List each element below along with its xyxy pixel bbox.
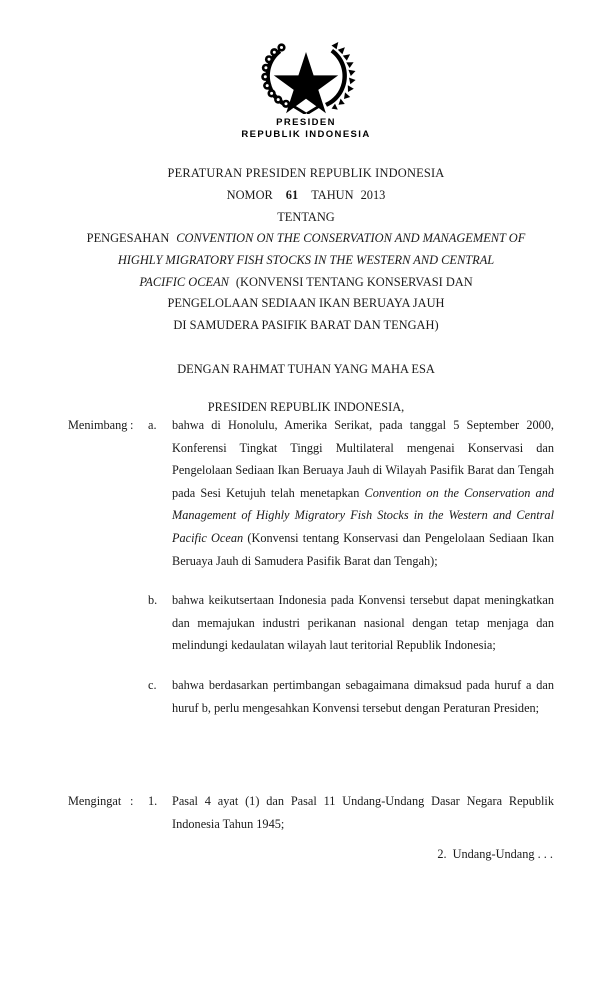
convention-title-line-3 [46,272,566,294]
tentang-label: TENTANG [277,209,335,224]
convention-id-line-3: (KONVENSI TENTANG KONSERVASI DAN [235,274,473,289]
convention-en-line-3: PACIFIC OCEAN [139,274,229,289]
mengingat-colon: : [130,794,134,808]
convention-en-line-2: HIGHLY MIGRATORY FISH STOCKS IN THE WESTERN AND CENTRAL [117,252,495,267]
menimbang-marker-a: a. [148,418,157,432]
menimbang-text-a [172,414,554,572]
menimbang-label: Menimbang [68,418,128,432]
menimbang-item-c [68,674,554,719]
convention-title-line-2 [46,250,566,272]
nomor-value: 61 [285,187,299,202]
opening-block [56,358,556,418]
menimbang-item-b [68,589,554,657]
menimbang-text-b: bahwa keikutsertaan Indonesia pada Konvensi tersebut dapat meningkatkan dan memajukan industri perikanan nasional dengan tetap menjaga dan melindungi kedaulatan wilayah laut teritorial Republik Indonesia; [172,593,554,653]
menimbang-item-a [68,414,554,572]
tahun-label: TAHUN [311,187,354,202]
mengingat-block [68,790,554,835]
emblem-caption-line2: REPUBLIK INDONESIA [241,128,371,140]
menimbang-text-a-part2: (Konvensi tentang Konservasi dan Pengelolaan Sediaan Ikan Beruaya Jauh di Samudera Pasifik Barat dan Tengah); [172,530,554,568]
regulation-title-block [56,163,556,228]
emblem-caption-line1: PRESIDEN [276,117,336,128]
regulation-title-line: PERATURAN PRESIDEN REPUBLIK INDONESIA [167,166,445,180]
garuda-star-wreath-emblem [254,34,358,114]
regulation-number-line [56,185,556,207]
convention-title-block [46,228,566,337]
mengingat-label: Mengingat [68,794,122,808]
menimbang-text-a-italic: Convention on the Conservation and Management of Highly Migratory Fish Stocks in the Western and Central Pacific Ocean [172,485,554,545]
menimbang-text-a-part1: bahwa di Honolulu, Amerika Serikat, pada tanggal 5 September 2000, Konferensi Tingkat Tinggi Multilateral mengenai Konservasi dan Pengelolaan Sediaan Ikan Beruaya Jauh di Wilayah Pasifik Barat dan Tengah pada Sesi Ketujuh telah menetapkan [172,418,554,500]
mengingat-text-1: Pasal 4 ayat (1) dan Pasal 11 Undang-Undang Dasar Negara Republik Indonesia Tahun 1945; [172,794,554,831]
president-line: PRESIDEN REPUBLIK INDONESIA, [207,400,405,414]
mengingat-marker-1: 1. [148,794,158,808]
pengesahan-label: PENGESAHAN [86,231,170,245]
catchword-text: Undang-Undang . . . [452,847,553,861]
menimbang-block [68,414,554,719]
emblem-caption [0,117,612,140]
nomor-label: NOMOR [226,187,273,202]
menimbang-colon: : [130,418,134,432]
convention-title-line-5: DI SAMUDERA PASIFIK BARAT DAN TENGAH) [173,318,439,333]
convention-title-line-1 [46,228,566,250]
menimbang-text-c: bahwa berdasarkan pertimbangan sebagaimana dimaksud pada huruf a dan huruf b, perlu mengesahkan Konvensi tersebut dengan Peraturan Presiden; [172,677,554,715]
convention-en-line-1: CONVENTION ON THE CONSERVATION AND MANAGEMENT OF [176,231,526,245]
blessing-line: DENGAN RAHMAT TUHAN YANG MAHA ESA [177,362,435,376]
mengingat-item-1 [68,790,554,835]
catchword-marker: 2. [437,847,447,861]
tahun-value: 2013 [360,187,386,202]
menimbang-marker-b: b. [148,593,158,608]
page-catchword [56,843,553,865]
convention-title-line-4: PENGELOLAAN SEDIAAN IKAN BERUAYA JAUH [167,296,445,311]
menimbang-marker-c: c. [148,677,157,692]
national-emblem-block [0,34,612,140]
